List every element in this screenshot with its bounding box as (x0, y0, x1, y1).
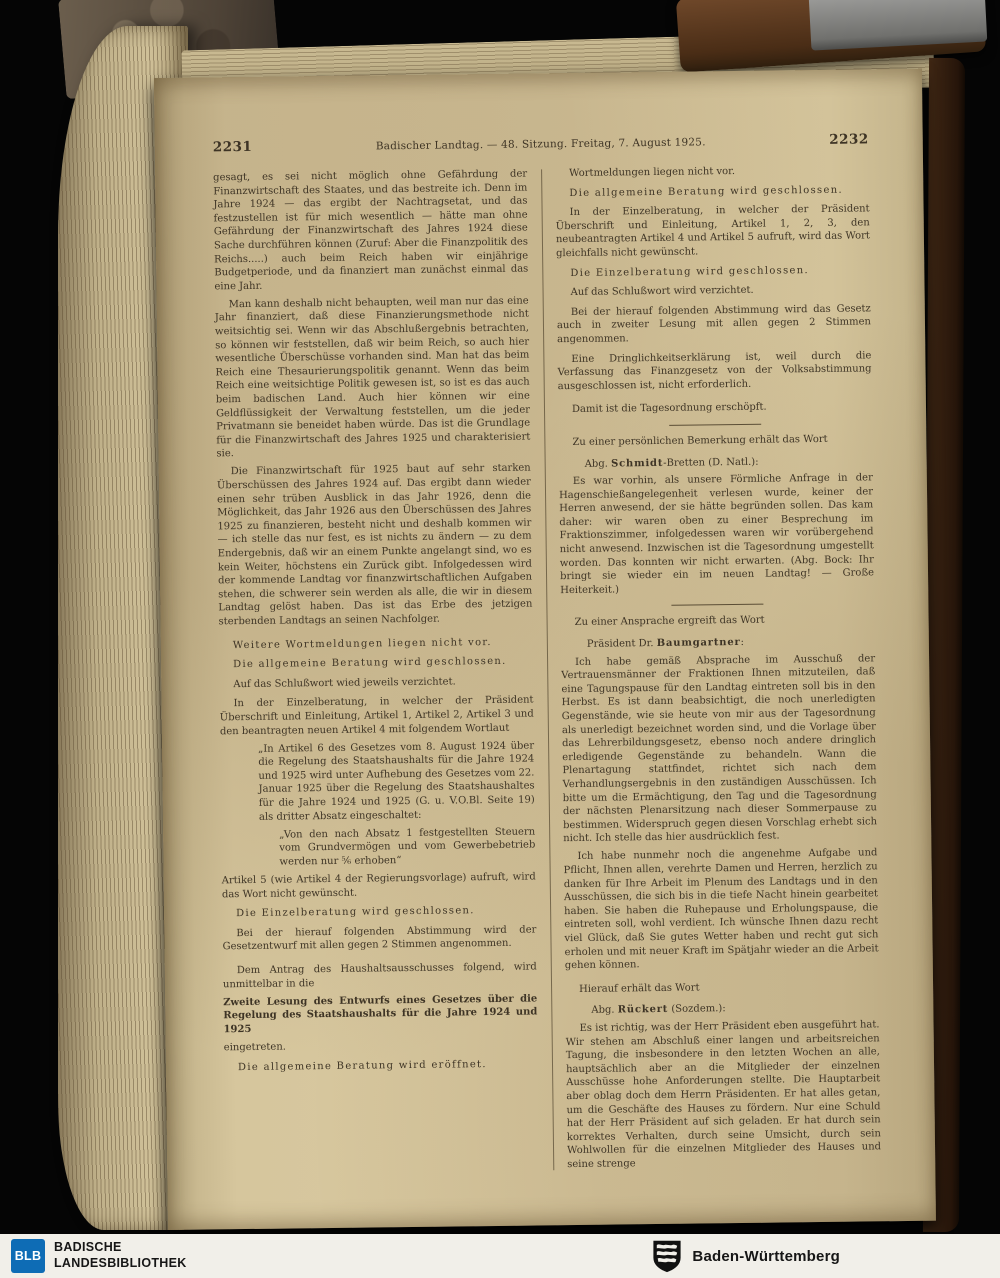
paragraph: Die allgemeine Beratung wird geschlossen. (569, 184, 843, 199)
speaker-suffix: (Sozdem.): (668, 1003, 726, 1016)
blb-logo: BLB (11, 1239, 45, 1273)
page-header (213, 131, 869, 155)
paragraph: Auf das Schlußwort wied jeweils verzichtet. (233, 676, 456, 690)
speaker-line (585, 454, 873, 471)
library-brand-link[interactable] (11, 1239, 187, 1273)
paragraph: Dem Antrag des Haushaltsausschusses folgend, wird unmittelbar in die (222, 961, 537, 990)
column-left (213, 168, 539, 1181)
paragraph: Die Finanzwirtschaft für 1925 baut auf sehr starken Überschüssen des Jahres 1924 auf. Das ergibt dann wieder einen sehr trüben Ausblick in das Jahr 1926, denn die Möglichkeit, das Jahr 1926 aus den Überschüssen des Jahres 1925 zu finanzieren, besteht nicht und deshalb kommen wir — ich stelle das nur fest, es ist nichts zu ändern — zu dem Endergebnis, daß wir an einem Punkte angelangt sind, wo es kein Weiter, höchstens ein Zurück gibt. Infolgedessen wird der kommende Landtag vor finanzwirtschaftlichen Aufgaben stehen, die schwerer sein werden als alle, die wir in diesem Landtag gelöst haben. Das ist das Erbe des jetzigen sterbenden Landtags an seinen Nachfolger. (216, 462, 533, 628)
state-brand-link[interactable] (650, 1238, 840, 1274)
library-name-line1: BADISCHE (54, 1240, 122, 1255)
scanned-page (154, 69, 936, 1230)
page-number-left: 2231 (212, 138, 253, 156)
speaker-name: Schmidt (610, 457, 664, 470)
paragraph: Damit ist die Tagesordnung erschöpft. (571, 401, 767, 416)
paragraph: Die allgemeine Beratung wird eröffnet. (237, 1058, 487, 1073)
state-name: Baden-Württemberg (692, 1247, 840, 1265)
speaker-suffix: -Bretten (D. Natl.): (663, 456, 759, 469)
paragraph: Man kann deshalb nicht behaupten, weil man nur das eine Jahr finanziert, daß diese Finanzierungsmethode nicht weitsichtig sei. Wenn wir das Abschlußergebnis betrachten, so können wir feststellen, daß wir beim Reich, so auch hier wesentliche Überschüsse vorhanden sind. Man hat das beim Reich eine Thesaurierungspolitik genannt. Wenn das beim Reich eine weitsichtige Politik gewesen ist, so ist es das auch beim badischen Land. Auch hier können wir eine Geldflüssigkeit der Verwaltung feststellen, um die jeder Privatmann sie beneidet haben würde. Das ist die Grundlage für die Finanzwirtschaft des Jahres 1925 und charakterisiert sie. (214, 295, 531, 460)
section-divider (671, 604, 763, 606)
paragraph: Artikel 5 (wie Artikel 4 der Regierungsvorlage) aufruft, wird das Wort nicht gewünscht. (221, 871, 536, 900)
paragraph: Auf das Schlußwort wird verzichtet. (570, 284, 754, 299)
paragraph: Bei der hierauf folgenden Abstimmung wird das Gesetz auch in zweiter Lesung mit allen gegen 2 Stimmen angenommen. (556, 303, 872, 346)
library-name-line2: LANDESBIBLIOTHEK (54, 1256, 187, 1270)
page-number-right: 2232 (829, 131, 869, 148)
running-title: Badischer Landtag. — 48. Sitzung. Freitag, 7. August 1925. (375, 136, 706, 153)
paragraph: Hierauf erhält das Wort (579, 982, 700, 995)
speaker-name: Rückert (617, 1004, 669, 1016)
paragraph: Es ist richtig, was der Herr Präsident eben ausgeführt hat. Wir stehen am Abschluß einer langen und arbeitsreichen Tagung, die insbesondere in den letzten Wochen an alle, hauptsächlich aber an die Mitglieder der einzelnen Ausschüsse hohe Anforderungen stellte. Die Hauptarbeit aber oblag doch dem Herrn Präsidenten. Er hat alles getan, um die Geschäfte des Hauses zu fördern. Nur eine Schuld hat der Herr Präsident auf sich geladen. Er hat durch sein korrektes Verhalten, durch seine Umsicht, durch sein Wohlwollen für die einzelnen Mitglieder des Hauses und seine strenge (565, 1019, 882, 1171)
second-reading-heading: Zweite Lesung des Entwurfs eines Gesetzes über die Regelung des Staatshaushalts für die Jahre 1924 und 1925 (223, 993, 538, 1036)
column-divider (541, 169, 554, 1170)
speaker-prefix: Abg. (584, 458, 612, 470)
section-divider (669, 424, 761, 426)
quoted-article-text: „Von den nach Absatz 1 festgestellten Steuern vom Grundvermögen und vom Gewerbebetrieb werden nur ⁵⁄₆ erhoben“ (279, 826, 536, 868)
paragraph: Die Einzelberatung wird geschlossen. (236, 905, 475, 920)
speaker-suffix: : (740, 636, 744, 648)
paragraph: Wortmeldungen liegen nicht vor. (569, 165, 736, 180)
paragraph: Ich habe gemäß Absprache im Ausschuß der Vertrauensmänner der Fraktionen Ihnen mitzuteilen, daß eine Tagungspause für den Landtag eintreten soll bis in den Herbst. Es ist dann beabsichtigt, die noch unerledigten Gegenstände, wie sie heute von mir aus der Tagesordnung als unerledigt bezeichnet worden sind, und die Vorlage über das Lehrerbildungsgesetz, ebenso noch andere dringlich erledigende Gegenstände zu behandeln. Wann die Plenartagung stattfindet, richtet sich nach dem Verhandlungsergebnis in den zuständigen Ausschüssen. Ich bitte um die Ermächtigung, den Tag und die Tagesordnung der nächsten Plenarsitzung nach dieser Sommerpause zu bestimmen. Widerspruch gegen diesen Vorschlag erhebt sich nicht. Ich stelle das hier ausdrücklich fest. (561, 652, 878, 845)
paragraph: Die Einzelberatung wird geschlossen. (570, 264, 809, 279)
baden-wuerttemberg-coat-of-arms-icon (650, 1238, 684, 1274)
text-columns (213, 163, 881, 1180)
paragraph: Ich habe nunmehr noch die angenehme Aufgabe und Pflicht, Ihnen allen, verehrte Damen und Herren, herzlich zu danken für Ihre Arbeit im Plenum des Landtags und in den Ausschüssen, die sich bis in die tiefe Nacht hinein gearbeitet haben. Sie haben die Ruhepause und Erholungspause, die eintreten soll, wohl verdient. Ich wünsche Ihnen dazu recht viel Glück, daß Sie gutes Wetter haben und recht gut sich erholen und mit neuer Kraft im Spätjahr wieder an die Arbeit gehen können. (563, 847, 879, 972)
speaker-name: Baumgartner (656, 636, 741, 650)
paragraph: Weitere Wortmeldungen liegen nicht vor. (232, 636, 492, 651)
speaker-line (591, 1001, 879, 1018)
page-content (213, 131, 882, 1215)
paragraph: Eine Dringlichkeitserklärung ist, weil durch die Verfassung das Finanzgesetz von der Volksabstimmung ausgeschlossen ist, nicht erforderlich. (557, 349, 872, 392)
library-name (54, 1240, 187, 1271)
quoted-article-text: „In Artikel 6 des Gesetzes vom 8. August 1924 über die Regelung des Staatshaushalts für die Jahre 1924 und 1925 wird unter Aufhebung des Gesetzes vom 22. Januar 1925 über die Regelung des Staatshaushaltes für die Jahre 1924 und 1925 (G. u. V.O.Bl. Seite 19) als dritter Absatz eingeschaltet: (258, 740, 535, 823)
column-right (555, 163, 881, 1176)
paragraph: Die allgemeine Beratung wird geschlossen. (233, 656, 507, 671)
speaker-line (587, 634, 875, 651)
paragraph: Zu einer persönlichen Bemerkung erhält das Wort (572, 433, 828, 448)
speaker-prefix: Abg. (591, 1004, 618, 1017)
paragraph: Zu einer Ansprache ergreift das Wort (574, 615, 765, 629)
paragraph: In der Einzelberatung, in welcher der Präsident Überschrift und Einleitung, Artikel 1, 2, 3, den neubeantragten Artikel 4 und Artikel 5 aufruft, wird das Wort gleichfalls nicht gewünscht. (555, 203, 870, 260)
paragraph: In der Einzelberatung, in welcher der Präsident Überschrift und Einleitung, Artikel 1, Artikel 2, Artikel 3 und den beantragten neuen Artikel 4 mit folgendem Wortlaut (219, 694, 534, 737)
paragraph: Es war vorhin, als unsere Förmliche Anfrage in der Hagenschießangelegenheit verlesen wurde, keiner der Herren anwesend, der sie hätte begründen sollen. Das kam daher: wir waren oben zu einer Besprechung im Fraktionszimmer, infolgedessen waren wir vorübergehend nicht anwesend. Inzwischen ist die Tagesordnung umgestellt worden. Das konnten wir nicht erwarten. (Abg. Bock: Ihr bringt sie wieder ein im neuen Landtag! — Große Heiterkeit.) (558, 472, 875, 597)
paragraph: eingetreten. (223, 1041, 286, 1054)
paragraph: gesagt, es sei nicht möglich ohne Gefährdung der Finanzwirtschaft des Staates, und das bestreite ich. Denn im Jahre 1924 — das ergibt der Nachtragsetat, und das festzustellen ist für mich wesentlich — hätte man ohne Gefährdung der Finanzwirtschaft des Jahres 1924 diese Sache durchführen können (Zuruf: Aber die Finanzpolitik des Reichs.....) auch beim Reich haben wir einjährige Budgetperiode, und da finanziert man zunächst einmal das eine Jahr. (213, 168, 529, 293)
paragraph: Bei der hierauf folgenden Abstimmung wird der Gesetzentwurf mit allen gegen 2 Stimmen angenommen. (222, 924, 537, 953)
viewer-footer (0, 1234, 1000, 1278)
speaker-prefix: Präsident Dr. (586, 638, 657, 650)
